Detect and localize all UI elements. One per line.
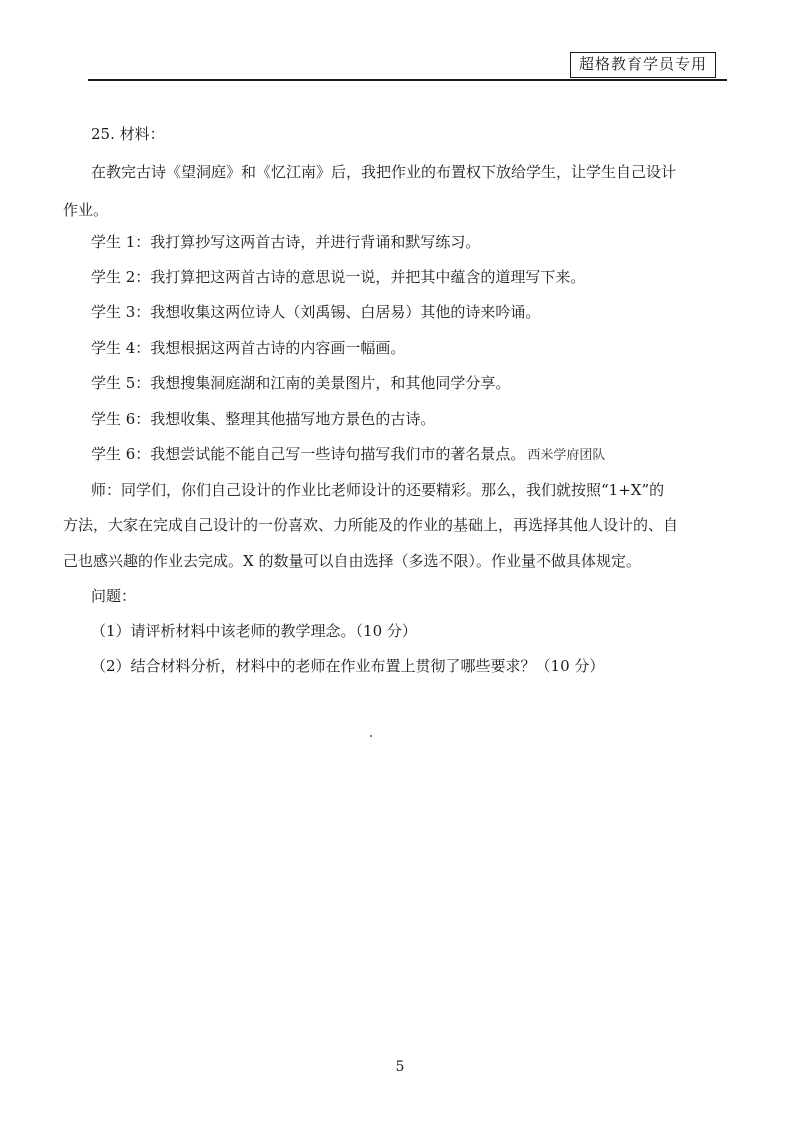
institution-stamp: 超格教育学员专用	[570, 52, 716, 78]
prompt-label: 问题：	[91, 587, 137, 605]
teacher-remark-line-1: 师：同学们，你们自己设计的作业比老师设计的还要精彩。那么，我们就按照“1+X”的	[91, 481, 665, 499]
sub-question-1: （1）请评析材料中该老师的教学理念。（10 分）	[91, 622, 417, 640]
student-response-6: 学生 6：我想收集、整理其他描写地方景色的古诗。	[91, 410, 436, 428]
student-response-7: 学生 6：我想尝试能不能自己写一些诗句描写我们市的著名景点。	[91, 445, 526, 463]
header-divider	[88, 79, 727, 81]
student-response-5: 学生 5：我想搜集洞庭湖和江南的美景图片，和其他同学分享。	[91, 374, 511, 392]
student-response-1: 学生 1：我打算抄写这两首古诗，并进行背诵和默写练习。	[91, 233, 481, 251]
teacher-remark-line-3: 己也感兴趣的作业去完成。X 的数量可以自由选择（多选不限）。作业量不做具体规定。	[63, 552, 641, 570]
teacher-remark-line-2: 方法，大家在完成自己设计的一份喜欢、力所能及的作业的基础上，再选择其他人设计的、自	[63, 516, 679, 534]
student-response-7-row	[91, 443, 605, 465]
student-response-2: 学生 2：我打算把这两首古诗的意思说一说，并把其中蕴含的道理写下来。	[91, 268, 586, 286]
page-number: 5	[395, 1059, 405, 1075]
material-intro-line-2: 作业。	[63, 201, 109, 219]
question-number: 25. 材料：	[91, 125, 165, 143]
scan-speck	[370, 735, 372, 737]
sub-question-2: （2）结合材料分析，材料中的老师在作业布置上贯彻了哪些要求？（10 分）	[91, 657, 605, 675]
student-response-3: 学生 3：我想收集这两位诗人（刘禹锡、白居易）其他的诗来吟诵。	[91, 303, 541, 321]
watermark-text: 西米学府团队	[527, 448, 606, 463]
material-intro-line-1: 在教完古诗《望洞庭》和《忆江南》后，我把作业的布置权下放给学生，让学生自己设计	[91, 163, 677, 181]
student-response-4: 学生 4：我想根据这两首古诗的内容画一幅画。	[91, 339, 406, 357]
